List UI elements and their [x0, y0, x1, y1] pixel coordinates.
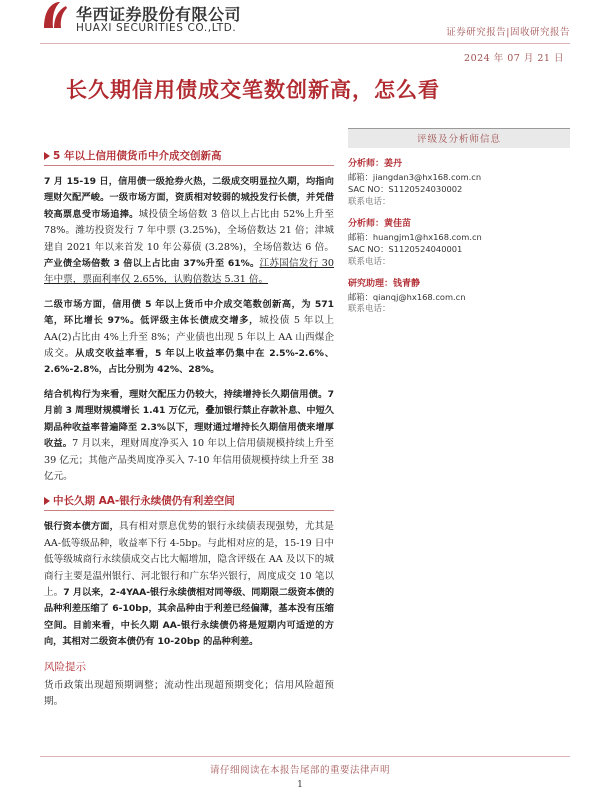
- analyst-email[interactable]: 邮箱：qianqj@hx168.com.cn: [348, 291, 466, 302]
- bold-text: 银行资本债方面，: [44, 521, 119, 533]
- section-2: [44, 493, 334, 650]
- text-run: 城投债 5 年以上 AA(2)占比由 4%上升至 8%；产业债也出现 5 年以上 AA 山西煤企成交。: [44, 315, 334, 360]
- risk-text: 货币政策出现超预期调整；流动性出现超预期变化；信用风险超预期。: [44, 679, 334, 707]
- assistant-card: 研究助理：钱青静 邮箱：qianqj@hx168.com.cn 联系电话：: [348, 278, 570, 316]
- section-1: [44, 148, 334, 485]
- bold-text: 二级市场方面，信用债 5 年以上货币中介成交笔数创新高，为 571 笔，环比增长 97%。低评级主体长债成交增多，: [44, 298, 334, 327]
- analyst-sac: SAC NO：S1120524040001: [348, 244, 463, 254]
- risk-heading: 风险提示: [44, 660, 86, 673]
- analyst-name: 钱青静: [393, 279, 421, 289]
- text-run: 城投债全场倍数 3 倍以上占比由 52%上升至 78%。潍坊投资发行 7 年中票 (3.25%)，全场倍数达 21 倍；津城建自 2021 年以来首发 10 年公募债 (3.28%)，全场倍数达 6 倍。: [44, 208, 335, 253]
- bold-text: 从成交收益率看，5 年以上收益率仍集中在 2.5%-2.6%、2.6%-2.8%，占比分别为 42%、28%。: [44, 348, 334, 376]
- triangle-bullet-icon: [44, 152, 50, 160]
- company-name-cn: 华西证券股份有限公司: [76, 5, 242, 24]
- analyst-card: 分析师：姜丹 邮箱：jiangdan3@hx168.com.cn SAC NO：S1120524030002 联系电话：: [348, 158, 570, 208]
- section-heading: 5 年以上信用债货币中介成交创新高: [44, 148, 334, 166]
- page-header: [0, 0, 600, 64]
- analyst-sac: SAC NO：S1120524030002: [348, 184, 463, 194]
- analyst-email[interactable]: 邮箱：jiangdan3@hx168.com.cn: [348, 171, 482, 182]
- body-paragraph: [44, 519, 334, 650]
- text-run: 7 月以来，理财周度净买入 10 年以上信用债规模持续上升至 39 亿元；其他产品类周度净买入 7-10 年信用债规模持续上升至 38 亿元。: [44, 438, 335, 482]
- footer-disclaimer[interactable]: 请仔细阅读在本报告尾部的重要法律声明: [209, 765, 390, 776]
- page-number: 1: [297, 780, 303, 790]
- company-name-en: HUAXI SECURITIES CO.,LTD.: [76, 22, 237, 34]
- bold-text: 7 月 15-19 日，信用债一级抢券火热，二级成交明显拉久期，均指向理财欠配严峻。一级市场方面，资质相对较弱的城投发行长债，并凭借较高票息受市场追捧。: [44, 176, 334, 220]
- text-run: 具有相对票息优势的银行永续债表现强势，尤其是 AA-低等级品种，收益率下行 4-5bp。与此相对应的是，15-19 日中低等级城商行永续债成交占比大幅增加，隐含评级在 AA 及以下的城商行主要是温州银行、河北银行和广东华兴银行，周度成交 10 笔以上。: [44, 521, 334, 598]
- section-heading: 中长久期 AA-银行永续债仍有利差空间: [44, 493, 334, 511]
- header-divider: [40, 43, 570, 44]
- huaxi-logo-icon: [40, 0, 70, 30]
- analyst-sidebar: [348, 128, 570, 316]
- body-paragraph: [44, 174, 334, 289]
- analyst-card: 分析师：黄佳苗 邮箱：huangjm1@hx168.com.cn SAC NO：S1120524040001 联系电话：: [348, 218, 570, 268]
- report-date: 2024 年 07 月 21 日: [464, 53, 564, 64]
- bold-text: 产业债全场倍数 3 倍以上占比由 37%升至 61%。: [44, 258, 260, 270]
- main-content: [44, 148, 334, 718]
- footer-divider: [40, 756, 570, 757]
- analyst-name: 黄佳苗: [384, 219, 412, 229]
- bold-text: 7 月以来，2-4YAA-银行永续债相对同等级、同期限二级资本债的品种利差压缩了 6-10bp，其余品种由于利差已经偏薄，基本没有压缩空间。目前来看，中长久期 AA-银行永续债仍将是短期内可适逆的方向，其相对二级资本债仍有 10-20bp 的品种利差。: [44, 586, 335, 648]
- analyst-phone: 联系电话：: [348, 196, 391, 207]
- bold-text: 结合机构行为来看，理财欠配压力仍较大，持续增持长久期信用债。7 月前 3 周理财规模增长 1.41 万亿元，叠加银行禁止存款补息、中短久期品种收益率普遍降至 2.3%以下，理财通过增持长久期信用债来增厚收益。: [44, 388, 334, 450]
- sidebar-heading: 评级及分析师信息: [348, 128, 570, 148]
- analyst-name: 姜丹: [384, 159, 403, 169]
- report-type: 证券研究报告|固收研究报告: [446, 27, 570, 38]
- underlined-text: 江苏国信发行 30 年中票，票面利率仅 2.65%，认购倍数达 5.31 倍。: [44, 258, 334, 286]
- body-paragraph: [44, 387, 334, 485]
- body-paragraph: [44, 297, 334, 379]
- analyst-phone: 联系电话：: [348, 256, 391, 267]
- analyst-phone: 联系电话：: [348, 304, 391, 314]
- report-title: 长久期信用债成交笔数创新高，怎么看: [66, 78, 440, 102]
- triangle-bullet-icon: [44, 497, 50, 505]
- analyst-email[interactable]: 邮箱：huangjm1@hx168.com.cn: [348, 231, 482, 242]
